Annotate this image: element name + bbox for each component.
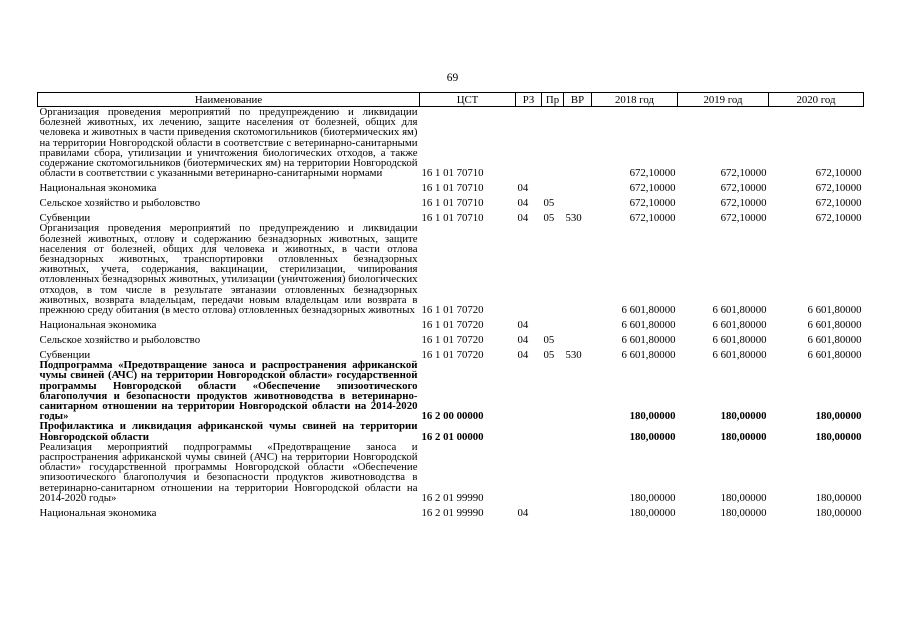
row-name-cell: Сельское хозяйство и рыболовство — [39, 197, 201, 210]
budget-table — [37, 92, 864, 518]
row-2018-cell: 180,00000 — [629, 410, 676, 423]
row-pr-cell — [542, 421, 564, 441]
table-row — [38, 421, 864, 441]
row-vr-cell — [564, 442, 592, 503]
row-2019-cell: 180,00000 — [720, 506, 767, 519]
row-2020-cell: 672,10000 — [815, 212, 862, 225]
row-vr-cell — [564, 178, 592, 193]
row-vr-cell: 530 — [565, 212, 582, 225]
table-row — [38, 178, 864, 193]
header-year-2018: 2018 год — [592, 93, 678, 107]
row-2020-cell: 672,10000 — [815, 182, 862, 195]
table-row — [38, 442, 864, 503]
row-cst-cell: 16 2 01 99990 — [421, 506, 484, 519]
row-name-cell: Национальная экономика — [39, 319, 157, 332]
row-pr-cell: 05 — [543, 212, 555, 225]
row-cst-cell: 16 1 01 70720 — [421, 334, 484, 347]
row-rz-cell — [516, 223, 542, 315]
row-name-cell: Организация проведения мероприятий по предупреждению и ликвидации болезней животных, их лечению, защите населения от болезней, общих для человека и животных в части приведения скотомогильников (биотермических ям) на территории Новгородской области в соответствие с ветеринарно-санитарными правилами сбора, утилизации и уничтожения биологических отходов, а также содержание скотомогильников (биотермических ям) на территории Новгородской области в соответствии с указанными ветеринарно-санитарными нормами — [39, 106, 418, 180]
table-row — [38, 193, 864, 208]
row-vr-cell — [564, 107, 592, 179]
row-rz-cell: 04 — [517, 319, 529, 332]
row-vr-cell — [564, 503, 592, 518]
row-2018-cell: 672,10000 — [629, 212, 676, 225]
table-header-row — [38, 93, 864, 107]
row-cst-cell: 16 1 01 70710 — [421, 212, 484, 225]
row-2018-cell: 6 601,80000 — [621, 304, 676, 317]
row-2020-cell: 180,00000 — [815, 410, 862, 423]
row-cst-cell: 16 2 01 99990 — [421, 491, 484, 504]
row-name-cell: Сельское хозяйство и рыболовство — [39, 334, 201, 347]
table-row — [38, 107, 864, 179]
row-pr-cell — [542, 315, 564, 330]
table-row — [38, 503, 864, 518]
row-2019-cell: 6 601,80000 — [712, 349, 767, 362]
row-rz-cell: 04 — [517, 212, 529, 225]
row-pr-cell — [542, 107, 564, 179]
row-2020-cell: 6 601,80000 — [807, 319, 862, 332]
header-year-2020: 2020 год — [769, 93, 864, 107]
row-2020-cell: 6 601,80000 — [807, 349, 862, 362]
row-name-cell: Субвенции — [39, 349, 91, 362]
header-cst: ЦСТ — [420, 93, 516, 107]
table-row — [38, 330, 864, 345]
row-name-cell: Организация проведения мероприятий по предупреждению и ликвидации болезней животных, отлову и содержанию безнадзорных животных, защите населения от болезней, общих для человека и животных, в части отлова безнадзорных животных, транспортировки отловленных безнадзорных животных, учета, содержания, вакцинации, стерилизации, чипирования отловленных безнадзорных животных, утилизации (уничтожения) биологических отходов, в том числе в результате эвтаназии отловленных безнадзорных животных, возврата владельцам, передачи новым владельцам или возврата в прежнюю среду обитания (в место отлова) отловленных безнадзорных животных — [39, 222, 418, 317]
table-row — [38, 315, 864, 330]
row-2018-cell: 6 601,80000 — [621, 349, 676, 362]
row-rz-cell: 04 — [517, 334, 529, 347]
row-rz-cell — [516, 107, 542, 179]
row-2018-cell: 672,10000 — [629, 167, 676, 180]
header-pr: Пр — [542, 93, 564, 107]
table-row — [38, 345, 864, 360]
header-year-2019: 2019 год — [678, 93, 769, 107]
row-vr-cell: 530 — [565, 349, 582, 362]
row-rz-cell: 04 — [517, 349, 529, 362]
row-cst-cell: 16 1 01 70710 — [421, 167, 484, 180]
row-rz-cell — [516, 360, 542, 421]
row-rz-cell — [516, 442, 542, 503]
row-vr-cell — [564, 360, 592, 421]
row-2020-cell: 180,00000 — [815, 491, 862, 504]
row-cst-cell: 16 1 01 70720 — [421, 319, 484, 332]
header-name: Наименование — [38, 93, 420, 107]
row-name-cell: Национальная экономика — [39, 182, 157, 195]
row-rz-cell — [516, 421, 542, 441]
row-vr-cell — [564, 223, 592, 315]
row-pr-cell — [542, 503, 564, 518]
row-pr-cell — [542, 442, 564, 503]
table-row — [38, 360, 864, 421]
row-2020-cell: 672,10000 — [815, 167, 862, 180]
row-pr-cell — [542, 360, 564, 421]
row-2020-cell: 180,00000 — [815, 506, 862, 519]
row-cst-cell: 16 1 01 70720 — [421, 349, 484, 362]
row-2018-cell: 672,10000 — [629, 197, 676, 210]
row-cst-cell: 16 1 01 70710 — [421, 197, 484, 210]
row-name-cell: Национальная экономика — [39, 506, 157, 519]
row-2019-cell: 672,10000 — [720, 197, 767, 210]
row-pr-cell — [542, 223, 564, 315]
row-2020-cell: 6 601,80000 — [807, 334, 862, 347]
row-2018-cell: 6 601,80000 — [621, 319, 676, 332]
row-2019-cell: 672,10000 — [720, 167, 767, 180]
row-name-cell: Профилактика и ликвидация африканской чумы свиней на территории Новгородской области — [39, 420, 418, 443]
row-2018-cell: 6 601,80000 — [621, 334, 676, 347]
header-vr: ВР — [564, 93, 592, 107]
row-2020-cell: 180,00000 — [815, 430, 862, 443]
row-2018-cell: 672,10000 — [629, 182, 676, 195]
header-rz: РЗ — [516, 93, 542, 107]
row-cst-cell: 16 2 01 00000 — [421, 430, 484, 443]
row-rz-cell: 04 — [517, 182, 529, 195]
row-name-cell: Подпрограмма «Предотвращение заноса и распространения африканской чумы свиней (АЧС) на территории Новгородской области» государственной программы Новгородской области «Обеспечение эпизоотического благополучия и безопасности продуктов животноводства в ветеринарно-санитарном отношении на территории Новгородской области на 2014-2020 годы» — [39, 359, 418, 423]
row-vr-cell — [564, 330, 592, 345]
row-2020-cell: 6 601,80000 — [807, 304, 862, 317]
row-vr-cell — [564, 193, 592, 208]
row-2020-cell: 672,10000 — [815, 197, 862, 210]
row-pr-cell: 05 — [543, 197, 555, 210]
row-vr-cell — [564, 421, 592, 441]
table-row — [38, 208, 864, 223]
row-2018-cell: 180,00000 — [629, 491, 676, 504]
row-name-cell: Реализация мероприятий подпрограммы «Предотвращение заноса и распространения африканской чумы свиней (АЧС) на территории Новгородской области» государственной программы Новгородской области «Обеспечение эпизоотического благополучия и безопасности продуктов животноводства в ветеринарно-санитарном отношении на территории Новгородской области на 2014-2020 годы» — [39, 440, 418, 504]
row-2019-cell: 6 601,80000 — [712, 334, 767, 347]
row-pr-cell — [542, 178, 564, 193]
row-pr-cell: 05 — [543, 334, 555, 347]
row-2019-cell: 180,00000 — [720, 410, 767, 423]
row-cst-cell: 16 1 01 70720 — [421, 304, 484, 317]
row-2019-cell: 180,00000 — [720, 430, 767, 443]
row-cst-cell: 16 2 00 00000 — [421, 410, 484, 423]
row-name-cell: Субвенции — [39, 212, 91, 225]
row-2018-cell: 180,00000 — [629, 430, 676, 443]
row-2018-cell: 180,00000 — [629, 506, 676, 519]
row-rz-cell: 04 — [517, 506, 529, 519]
table-row — [38, 223, 864, 315]
row-2019-cell: 6 601,80000 — [712, 304, 767, 317]
row-rz-cell: 04 — [517, 197, 529, 210]
row-2019-cell: 180,00000 — [720, 491, 767, 504]
row-cst-cell: 16 1 01 70710 — [421, 182, 484, 195]
row-2019-cell: 6 601,80000 — [712, 319, 767, 332]
row-vr-cell — [564, 315, 592, 330]
page-number: 69 — [446, 72, 459, 84]
row-2019-cell: 672,10000 — [720, 212, 767, 225]
row-pr-cell: 05 — [543, 349, 555, 362]
row-2019-cell: 672,10000 — [720, 182, 767, 195]
